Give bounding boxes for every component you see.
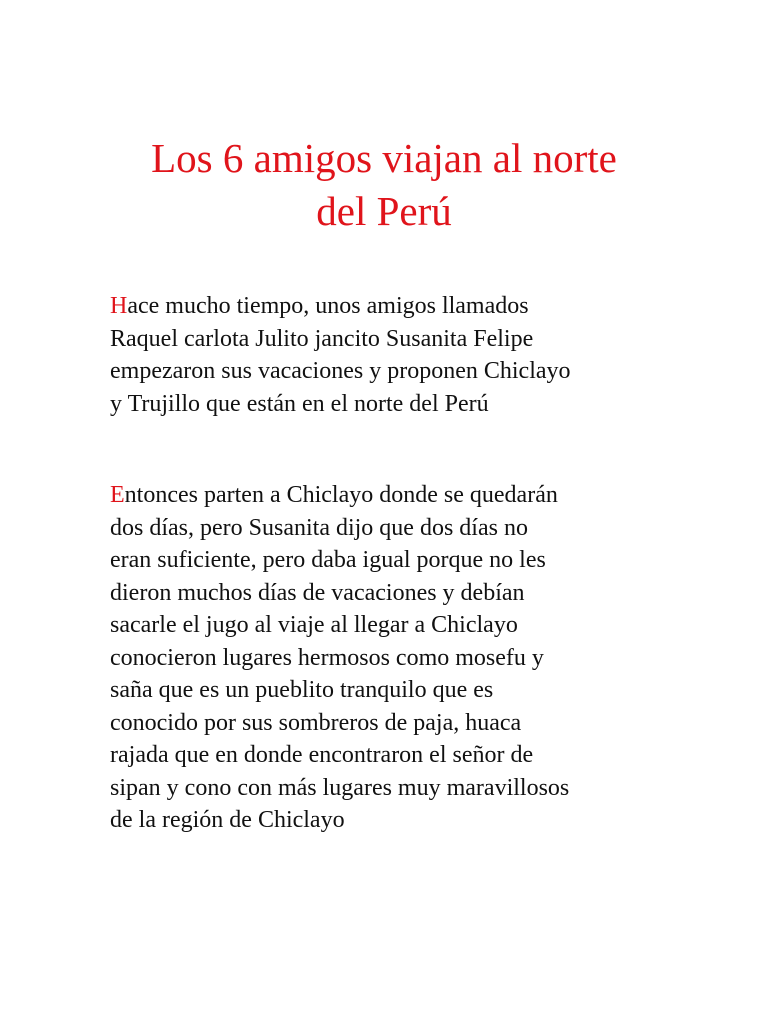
paragraph-line: y Trujillo que están en el norte del Perú	[110, 390, 489, 417]
paragraph-line: eran suficiente, pero daba igual porque no les	[110, 547, 546, 573]
paragraph-line: sacarle el jugo al viaje al llegar a Chiclayo	[110, 612, 518, 638]
first-line-text: ace mucho tiempo, unos amigos llamados	[127, 293, 529, 319]
paragraph-line: saña que es un pueblito tranquilo que es	[110, 677, 494, 703]
page-title	[60, 132, 708, 238]
paragraph-line: empezaron sus vacaciones y proponen Chiclayo	[110, 358, 571, 384]
paragraph-line: conocieron lugares hermosos como mosefu y	[110, 644, 544, 671]
paragraph-line	[110, 479, 710, 512]
paragraph-line: rajada que en donde encontraron el señor de	[110, 742, 534, 768]
paragraph-2	[110, 479, 710, 837]
initial-letter: H	[110, 293, 128, 319]
first-line-text: ntonces parten a Chiclayo donde se quedarán	[124, 482, 558, 508]
paragraph-line: dieron muchos días de vacaciones y debían	[110, 579, 525, 606]
paragraph-1	[110, 290, 710, 420]
paragraph-line	[110, 290, 710, 323]
paragraph-line: conocido por sus sombreros de paja, huaca	[110, 709, 522, 736]
paragraph-line: dos días, pero Susanita dijo que dos días no	[110, 514, 528, 541]
title-line: Los 6 amigos viajan al norte	[151, 135, 617, 181]
initial-letter: E	[110, 482, 125, 508]
paragraph-line: sipan y cono con más lugares muy maravillosos	[110, 774, 570, 801]
paragraph-line: Raquel carlota Julito jancito Susanita Felipe	[110, 325, 534, 352]
title-line: del Perú	[316, 188, 452, 234]
paragraph-line: de la región de Chiclayo	[110, 807, 345, 833]
